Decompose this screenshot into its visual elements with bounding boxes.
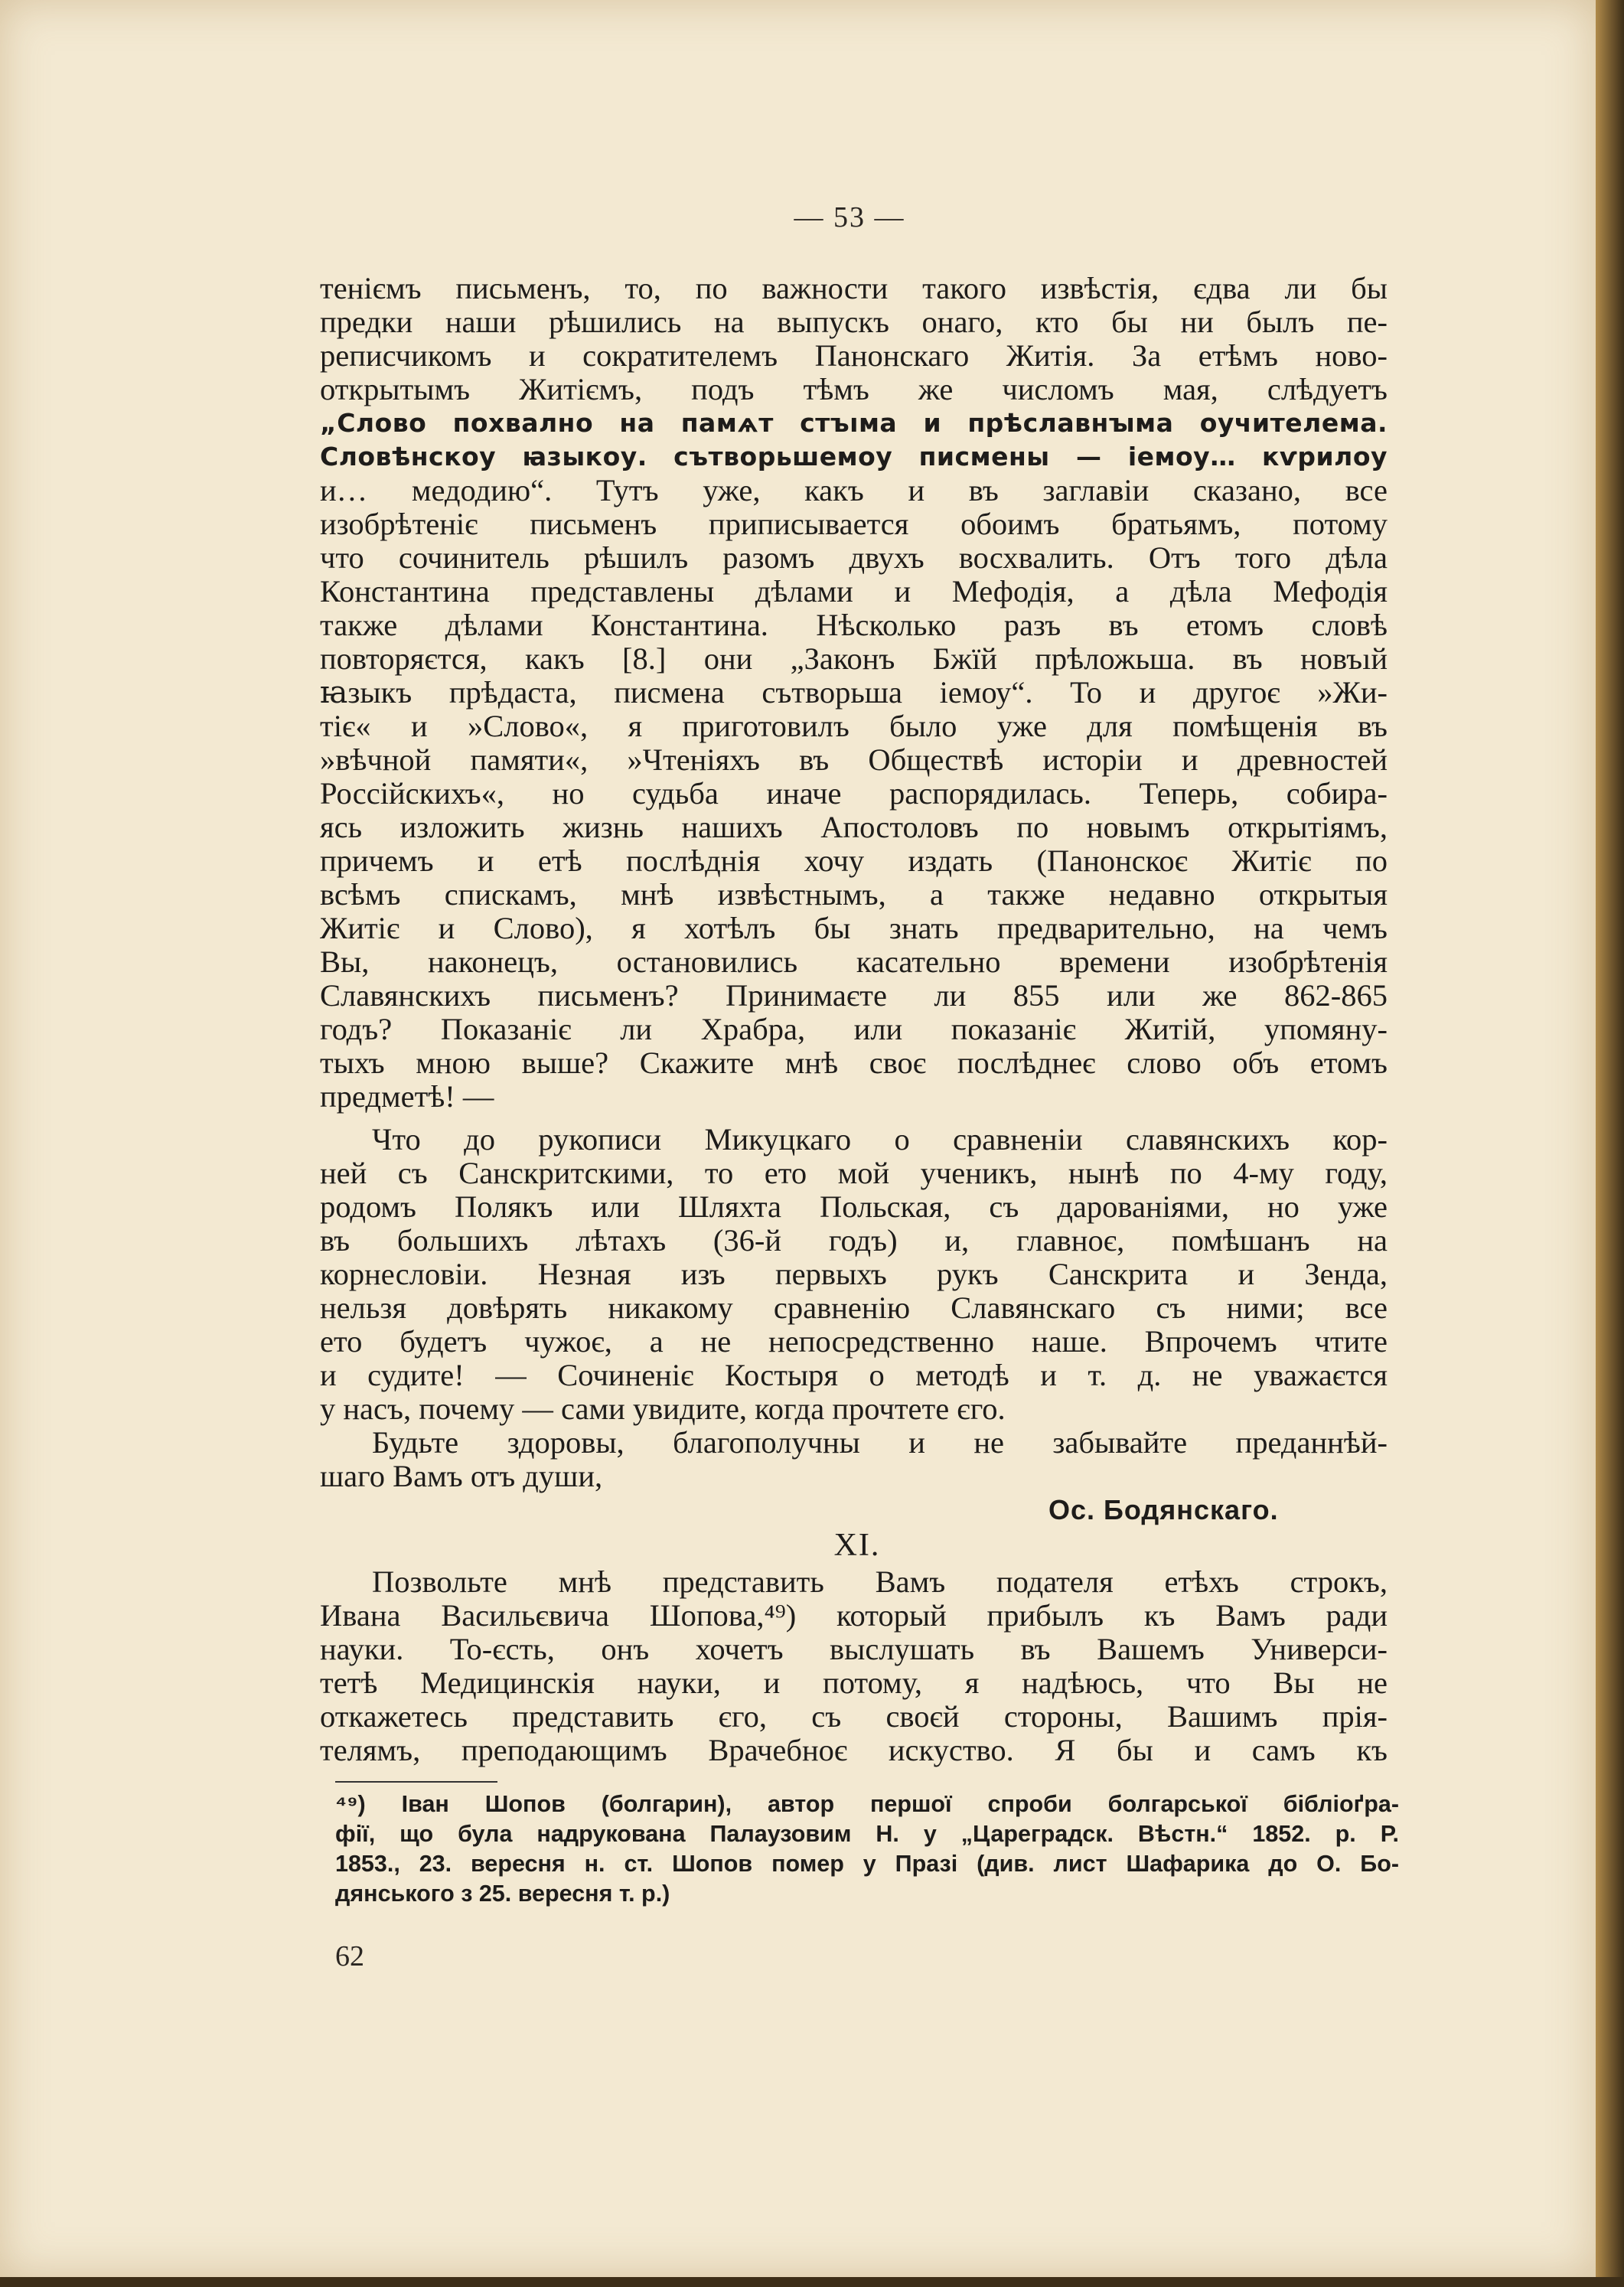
page-edge [1596,0,1624,2287]
text-line: телямъ, преподающимъ Врачебноє искуство. Я бы и самъ къ [320,1734,1388,1767]
text-line: нельзя довѣрять никакому сравненію Славянскаго съ ними; все [320,1291,1388,1325]
text-line: Константина представлены дѣлами и Мефодія, а дѣла Мефодія [320,575,1388,608]
text-line: корнесловіи. Незная изъ первыхъ рукъ Санскрита и Зенда, [320,1258,1388,1291]
text-line: Позвольте мнѣ представить Вамъ подателя етѣхъ строкъ, [372,1565,1388,1599]
text-line: теніємъ письменъ, то, по важности такого извѣстія, єдва ли бы [320,272,1388,305]
text-line: тетѣ Медицинскія науки, и потому, я надѣюсь, что Вы не [320,1666,1388,1700]
text-line: у насъ, почему — сами увидите, когда прочтете єго. [320,1392,1006,1426]
text-line: что сочинитель рѣшилъ разомъ двухъ восхвалить. Отъ того дѣла [320,541,1388,575]
text-line: Житіє и Слово), я хотѣлъ бы знать предварительно, на чемъ [320,912,1388,945]
text-line: шаго Вамъ отъ души, [320,1460,603,1493]
text-line: всѣмъ спискамъ, мнѣ извѣстнымъ, а также недавно открытыя [320,878,1388,912]
text-line: въ большихъ лѣтахъ (36-й годъ) и, главноє, помѣшанъ на [320,1224,1388,1258]
text-line: тіє« и »Слово«, я приготовилъ было уже для помѣщенія въ [320,710,1388,743]
text-line: открытымъ Житіємъ, подъ тѣмъ же числомъ мая, слѣдуетъ [320,373,1388,406]
footnote-line: фії, що була надрукована Палаузовим Н. у „Цареградск. Вѣстн.“ 1852. р. Р. [335,1821,1399,1847]
text-line: родомъ Полякъ или Шляхта Польская, съ дарованіями, но уже [320,1190,1388,1224]
text-line: и судите! — Сочиненіє Костыря о методѣ и т. д. не уважаєтся [320,1359,1388,1392]
section-heading: XI. [833,1528,881,1563]
text-line: изобрѣтеніє письменъ приписывается обоимъ братьямъ, потому [320,507,1388,541]
page-bottom-edge [0,2277,1624,2287]
letter-paragraph-1 [320,272,1388,1114]
text-line: Ивана Васильєвича Шопова,⁴⁹) который прибылъ къ Вамъ ради [320,1599,1388,1633]
text-line: годъ? Показаніє ли Храбра, или показаніє Житій, упомяну- [320,1013,1388,1046]
footnote-line: дянського з 25. вересня т. р.) [335,1881,670,1907]
footnote [335,1789,1399,1909]
text-line: реписчикомъ и сократителемъ Панонскаго Житія. За етѣмъ ново- [320,339,1388,373]
folio-number: 62 [335,1940,364,1972]
text-line: »вѣчной памяти«, »Чтеніяхъ въ Обществѣ исторіи и древностей [320,743,1388,777]
page-number: — 53 — [794,201,905,233]
text-line: Вы, наконецъ, остановились касательно времени изобрѣтенія [320,945,1388,979]
text-line: Что до рукописи Микуцкаго о сравненіи славянскихъ кор- [372,1123,1388,1157]
text-line: причемъ и етѣ послѣднія хочу издать (Панонскоє Житіє по [320,844,1388,878]
text-line: Словѣнскоу ꙗзыкоу. сътворьшемоу писмены — iемоу… кѵрилоу [320,442,1388,471]
letter-paragraph-3 [320,1565,1388,1767]
text-line: и… медодию“. Тутъ уже, какъ и въ заглавіи сказано, все [320,474,1388,507]
signature: Ос. Бодянскаго. [1048,1494,1279,1525]
text-line: Славянскихъ письменъ? Принимаєте ли 855 или же 862-865 [320,979,1388,1013]
text-line: ꙗзыкъ прѣдаста, писмена сътворьша iемоу“. То и другоє »Жи- [320,676,1388,710]
text-line: ясь изложить жизнь нашихъ Апостоловъ по новымъ открытіямъ, [320,811,1388,844]
letter-paragraph-2 [320,1123,1388,1493]
footnote-line: 1853., 23. вересня н. ст. Шопов помер у Празі (див. лист Шафарика до О. Бо- [335,1851,1399,1877]
text-line: Будьте здоровы, благополучны и не забывайте преданнѣй- [372,1426,1388,1460]
text-line: ней съ Санскритскими, то ето мой ученикъ, нынѣ по 4-му году, [320,1157,1388,1190]
text-line: „Слово похвално на памѧт стъıма и прѣславнꙑма оучителема. [320,408,1388,438]
text-line: тыхъ мною выше? Скажите мнѣ своє послѣднеє слово объ етомъ [320,1046,1388,1080]
text-line: откажетесь представить єго, съ своєй стороны, Вашимъ прія- [320,1700,1388,1734]
footnote-divider [335,1781,497,1783]
text-line: науки. То-єсть, онъ хочетъ выслушать въ Вашемъ Универси- [320,1633,1388,1666]
text-line: предки наши рѣшились на выпускъ онаго, кто бы ни былъ пе- [320,305,1388,339]
text-line: также дѣлами Константина. Нѣсколько разъ въ етомъ словѣ [320,608,1388,642]
text-line: ето будетъ чужоє, а не непосредственно наше. Впрочемъ чтите [320,1325,1388,1359]
text-line: повторяєтся, какъ [8.] они „Законъ Бжїй прѣложьша. въ новъıй [320,642,1388,676]
text-line: предметѣ! — [320,1080,494,1114]
footnote-line: ⁴⁹) Іван Шопов (болгарин), автор першої спроби болгарської бібліоґра- [335,1791,1399,1817]
text-line: Россійскихъ«, но судьба иначе распорядилась. Теперь, собира- [320,777,1388,811]
